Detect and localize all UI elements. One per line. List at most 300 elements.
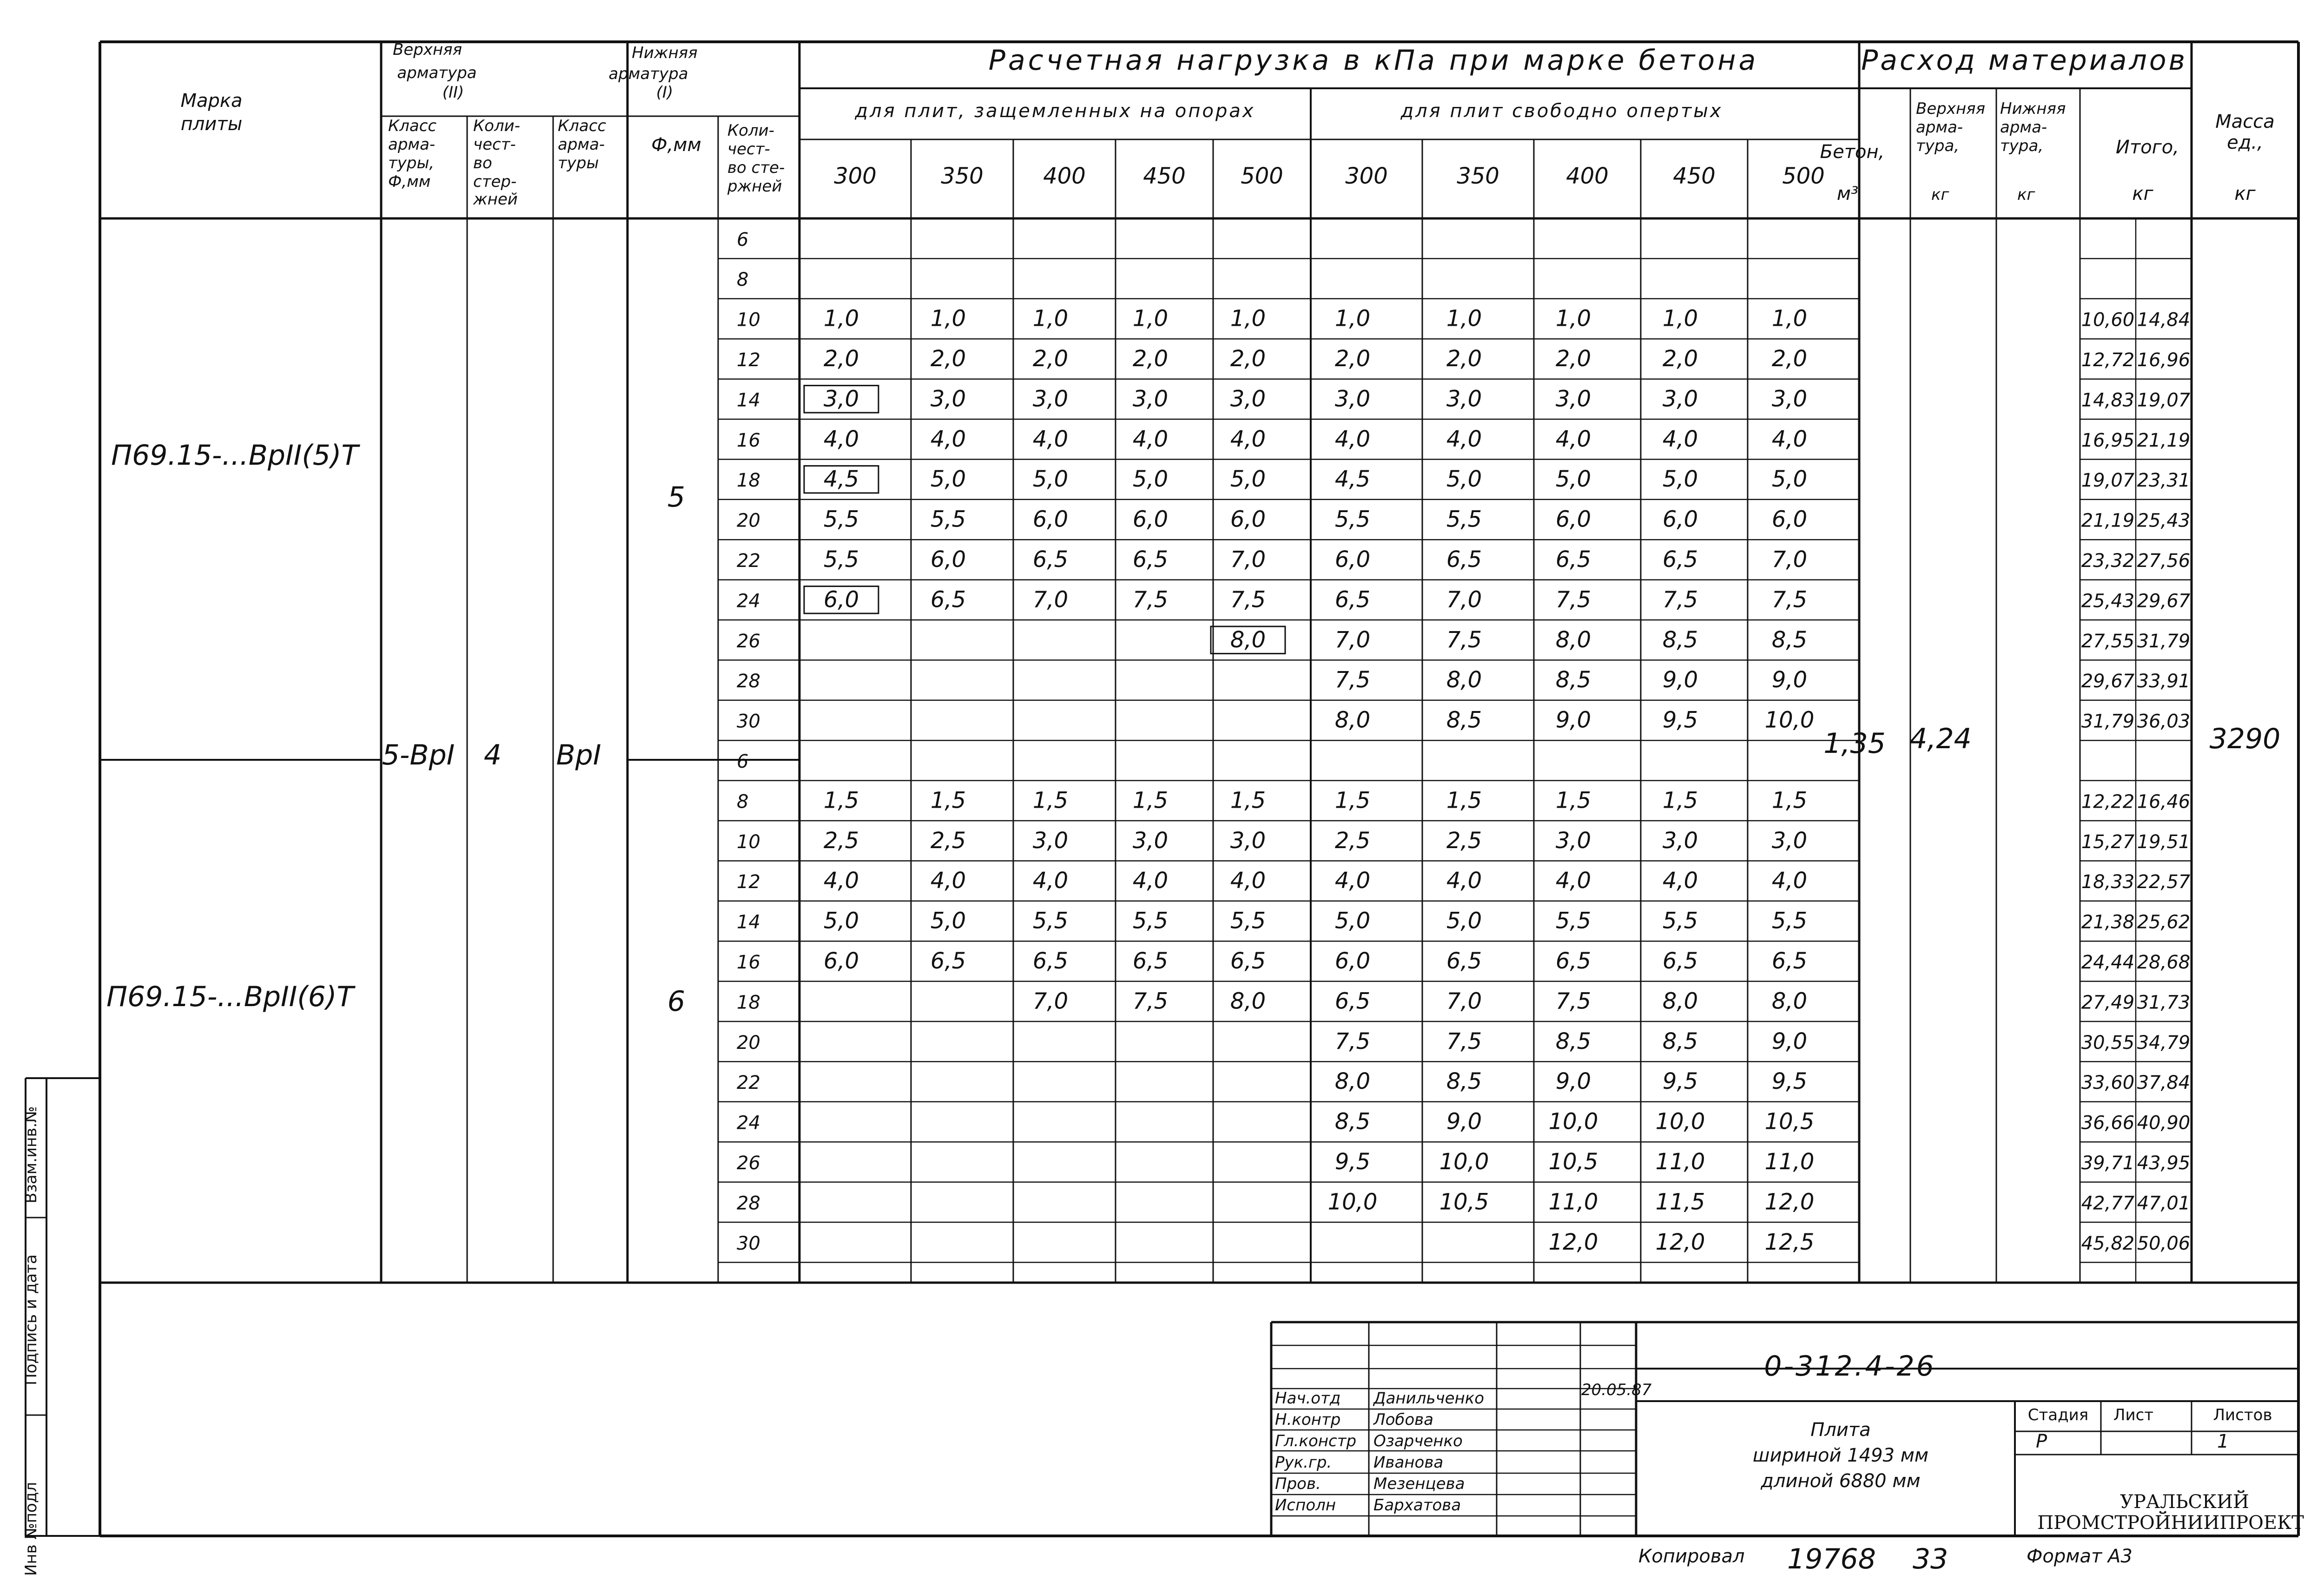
load-free: 7,5 [1555, 586, 1591, 613]
bar-count: 18 [737, 470, 760, 492]
load-clamped: 4,0 [1132, 868, 1169, 894]
load-free: 8,5 [1662, 1028, 1698, 1054]
load-clamped: 8,0 [1230, 988, 1266, 1014]
load-free: 6,0 [1334, 546, 1371, 573]
header-bottom-mat-3: тура, [2000, 137, 2044, 155]
load-clamped: 7,5 [1132, 586, 1169, 613]
load-clamped: 6,0 [930, 546, 966, 573]
bar-count: 28 [737, 1192, 760, 1214]
plate-title-2: шириной 1493 мм [1752, 1445, 1929, 1466]
load-clamped: 4,0 [930, 426, 966, 452]
grade-header-500: 500 [1241, 163, 1283, 189]
load-clamped: 7,0 [1230, 546, 1266, 573]
load-free: 4,5 [1334, 466, 1371, 493]
load-free: 8,5 [1555, 667, 1591, 693]
sheet-label: Лист [2113, 1406, 2154, 1424]
stage-label: Стадия [2027, 1406, 2089, 1424]
bar-count: 6 [737, 751, 749, 772]
bar-count: 12 [737, 871, 760, 893]
load-clamped: 7,5 [1132, 988, 1169, 1014]
load-clamped: 4,0 [1230, 426, 1266, 452]
header-concrete-1: Бетон, [1820, 141, 1885, 163]
load-clamped: 6,5 [930, 586, 966, 613]
bar-count: 6 [737, 229, 749, 250]
bottom-reinf-mass: 42,77 [2081, 1192, 2135, 1214]
load-free: 4,0 [1771, 868, 1808, 894]
copy-number-2: 33 [1913, 1543, 1948, 1575]
load-free: 10,0 [1764, 707, 1815, 733]
load-free: 4,0 [1446, 426, 1482, 452]
header-class-bot-1: Класс [558, 117, 607, 135]
load-clamped: 3,0 [1032, 386, 1069, 412]
load-free: 4,0 [1771, 426, 1808, 452]
load-free: 2,0 [1555, 345, 1591, 372]
load-free: 9,5 [1334, 1148, 1371, 1175]
header-class-top-2: арма- [388, 135, 436, 154]
load-free: 2,0 [1446, 345, 1482, 372]
load-clamped: 4,0 [823, 426, 859, 452]
bottom-reinf-mass: 16,95 [2081, 429, 2135, 451]
load-clamped: 6,5 [1132, 948, 1169, 974]
load-free: 1,5 [1555, 787, 1591, 814]
load-free: 3,0 [1555, 827, 1591, 854]
load-free: 8,5 [1662, 626, 1698, 653]
total-mass: 50,06 [2137, 1232, 2191, 1254]
copy-number: 19768 [1787, 1543, 1876, 1575]
load-free: 5,0 [1771, 466, 1808, 493]
bar-count: 8 [737, 791, 749, 813]
bar-count: 30 [737, 1232, 760, 1254]
header-top-mat-3: тура, [1916, 137, 1960, 155]
load-clamped: 4,0 [930, 868, 966, 894]
bar-count: 22 [737, 1072, 760, 1094]
header-bottom-mat-4: кг [2017, 185, 2035, 204]
count-top-value: 4 [483, 739, 502, 771]
side-stamp-replace: Взам.инв.№ [22, 1106, 40, 1204]
bar-count: 26 [737, 1152, 760, 1174]
load-clamped: 5,0 [1230, 466, 1266, 493]
bar-count: 8 [737, 269, 749, 291]
header-bottom-mat-2: арма- [2000, 118, 2047, 137]
load-clamped: 5,0 [1032, 466, 1069, 493]
load-clamped: 1,0 [1132, 305, 1169, 332]
load-clamped: 6,0 [1132, 506, 1169, 533]
bottom-reinf-mass: 12,22 [2081, 791, 2135, 813]
bar-count: 30 [737, 711, 760, 732]
bottom-reinf-mass: 10,60 [2081, 309, 2135, 331]
load-free: 10,0 [1548, 1108, 1598, 1135]
signer-role: Рук.гр. [1275, 1453, 1332, 1472]
sheets-label: Листов [2213, 1406, 2272, 1424]
bar-count: 18 [737, 992, 760, 1014]
load-free: 10,0 [1327, 1189, 1378, 1215]
load-free: 5,0 [1662, 466, 1698, 493]
load-free: 9,5 [1662, 1068, 1698, 1095]
signatures [1275, 1389, 1484, 1515]
bottom-reinf-mass: 18,33 [2081, 871, 2135, 893]
load-clamped: 6,5 [1230, 948, 1266, 974]
load-free: 10,5 [1764, 1108, 1815, 1135]
header-count-top-2: чест- [473, 135, 516, 154]
signer-name: Данильченко [1373, 1389, 1485, 1408]
load-clamped: 4,0 [1132, 426, 1169, 452]
header-free: для плит свободно опертых [1400, 100, 1723, 122]
load-clamped: 2,5 [930, 827, 966, 854]
load-free: 5,5 [1555, 908, 1591, 934]
top-material-value: 4,24 [1909, 723, 1972, 755]
bar-count: 16 [737, 429, 760, 451]
load-free: 5,5 [1771, 908, 1808, 934]
load-free: 6,5 [1555, 546, 1591, 573]
stage-value: Р [2036, 1431, 2047, 1452]
load-free: 8,0 [1662, 988, 1698, 1014]
load-free: 8,0 [1334, 707, 1371, 733]
mass-value: 3290 [2209, 723, 2281, 755]
load-clamped: 3,0 [1132, 386, 1169, 412]
load-free: 1,5 [1771, 787, 1808, 814]
total-mass: 47,01 [2137, 1192, 2191, 1214]
load-free: 1,5 [1662, 787, 1698, 814]
total-mass: 33,91 [2137, 671, 2191, 692]
bar-count: 20 [737, 1032, 760, 1054]
class-bottom-value: ВрI [556, 739, 601, 771]
class-top-value: 5-ВрI [382, 739, 455, 771]
signer-role: Н.контр [1275, 1410, 1341, 1429]
header-count-bot-2: чест- [727, 140, 770, 158]
load-free: 3,0 [1771, 386, 1808, 412]
load-free: 3,0 [1446, 386, 1482, 412]
load-clamped: 5,0 [1132, 466, 1169, 493]
header-class-top-3: туры, [388, 154, 435, 172]
load-clamped: 6,0 [823, 586, 859, 613]
bottom-reinf-mass: 15,27 [2081, 831, 2135, 853]
load-clamped: 7,0 [1032, 988, 1069, 1014]
load-clamped: 6,0 [1230, 506, 1266, 533]
load-free: 8,5 [1555, 1028, 1591, 1054]
total-mass: 31,73 [2137, 992, 2191, 1014]
load-free: 6,5 [1446, 546, 1482, 573]
total-mass: 43,95 [2137, 1152, 2191, 1174]
load-clamped: 7,0 [1032, 586, 1069, 613]
load-clamped: 3,0 [1230, 827, 1266, 854]
side-stamp-sign: Подпись и дата [22, 1254, 40, 1385]
plate-marks [106, 439, 685, 1018]
header-mass-1: Масса [2215, 111, 2275, 132]
bar-count: 12 [737, 349, 760, 371]
load-clamped: 5,5 [823, 546, 859, 573]
load-free: 4,0 [1662, 868, 1698, 894]
load-clamped: 1,0 [823, 305, 859, 332]
load-free: 5,0 [1446, 466, 1482, 493]
load-free: 7,5 [1555, 988, 1591, 1014]
load-free: 1,0 [1334, 305, 1371, 332]
total-mass: 19,51 [2137, 831, 2191, 853]
signer-name: Бархатова [1373, 1496, 1461, 1515]
header-count-top-1: Коли- [473, 117, 521, 135]
header-top-mat-1: Верхняя [1916, 99, 1986, 118]
load-clamped: 1,5 [1230, 787, 1266, 814]
load-free: 12,0 [1548, 1229, 1598, 1255]
signer-name: Мезенцева [1373, 1475, 1465, 1493]
bar-count: 20 [737, 510, 760, 532]
load-free: 9,0 [1446, 1108, 1482, 1135]
load-clamped: 2,0 [930, 345, 966, 372]
header-diameter: Ф,мм [651, 134, 701, 156]
bottom-reinf-mass: 19,07 [2081, 470, 2135, 492]
header-load: Расчетная нагрузка в кПа при марке бетона [988, 44, 1759, 77]
load-free: 5,5 [1334, 506, 1371, 533]
load-free: 4,0 [1334, 868, 1371, 894]
load-clamped: 3,0 [823, 386, 859, 412]
header-count-bot-4: ржней [727, 177, 782, 196]
bar-count: 14 [737, 389, 760, 411]
load-clamped: 6,5 [930, 948, 966, 974]
load-free: 9,0 [1555, 707, 1591, 733]
total-mass: 37,84 [2137, 1072, 2191, 1094]
grade-header-500: 500 [1782, 163, 1825, 189]
bottom-reinf-mass: 23,32 [2081, 550, 2135, 572]
total-mass: 19,07 [2137, 389, 2191, 411]
load-free: 8,5 [1446, 707, 1482, 733]
load-clamped: 6,0 [1032, 506, 1069, 533]
load-free: 6,0 [1771, 506, 1808, 533]
bottom-reinf-mass: 21,19 [2081, 510, 2135, 532]
total-mass: 14,84 [2137, 309, 2191, 331]
bottom-reinf-mass: 45,82 [2081, 1232, 2135, 1254]
header-mass-3: кг [2234, 183, 2256, 204]
load-free: 11,0 [1764, 1148, 1815, 1175]
document-code: 0-312.4-26 [1764, 1350, 1936, 1383]
total-mass: 25,43 [2137, 510, 2191, 532]
total-mass: 22,57 [2137, 871, 2191, 893]
load-free: 3,0 [1334, 386, 1371, 412]
bar-count: 26 [737, 630, 760, 652]
header-count-bot-3: во сте- [727, 158, 785, 177]
load-free: 3,0 [1662, 386, 1698, 412]
signer-name: Иванова [1373, 1453, 1444, 1472]
signer-name: Лобова [1373, 1410, 1434, 1429]
total-mass: 29,67 [2137, 590, 2191, 612]
load-clamped: 8,0 [1230, 626, 1266, 653]
bottom-reinf-mass: 39,71 [2081, 1152, 2135, 1174]
load-clamped: 5,5 [823, 506, 859, 533]
bottom-reinf-mass: 27,49 [2081, 992, 2135, 1014]
total-mass: 27,56 [2137, 550, 2191, 572]
load-clamped: 5,5 [930, 506, 966, 533]
header-top-mat-2: арма- [1916, 118, 1963, 137]
header-total-2: кг [2132, 183, 2153, 204]
header-mass-2: ед., [2227, 132, 2263, 153]
diameter-group-2: 6 [667, 985, 686, 1018]
header-count-bot-1: Коли- [727, 121, 775, 140]
load-clamped: 1,0 [1230, 305, 1266, 332]
load-clamped: 3,0 [1132, 827, 1169, 854]
concrete-value: 1,35 [1823, 727, 1886, 760]
load-free: 4,0 [1555, 868, 1591, 894]
load-clamped: 6,0 [823, 948, 859, 974]
load-free: 7,5 [1662, 586, 1698, 613]
load-clamped: 3,0 [930, 386, 966, 412]
load-free: 9,0 [1771, 667, 1808, 693]
load-free: 3,0 [1771, 827, 1808, 854]
load-free: 12,5 [1764, 1229, 1815, 1255]
table-header [180, 40, 2274, 209]
load-free: 1,5 [1334, 787, 1371, 814]
load-free: 4,0 [1662, 426, 1698, 452]
load-free: 6,0 [1334, 948, 1371, 974]
header-bottom-reinf-3: (I) [656, 83, 673, 102]
bottom-reinf-mass: 30,55 [2081, 1032, 2135, 1054]
signer-role: Нач.отд [1275, 1389, 1341, 1408]
header-top-reinf-3: (II) [442, 83, 464, 102]
load-clamped: 1,5 [1032, 787, 1069, 814]
load-free: 9,0 [1555, 1068, 1591, 1095]
load-free: 6,0 [1662, 506, 1698, 533]
load-free: 5,5 [1662, 908, 1698, 934]
bar-count: 24 [737, 590, 760, 612]
diameter-group-1: 5 [667, 481, 686, 514]
header-clamped: для плит, защемленных на опорах [855, 100, 1255, 122]
load-clamped: 4,0 [1032, 868, 1069, 894]
load-clamped: 1,0 [930, 305, 966, 332]
load-free: 9,0 [1662, 667, 1698, 693]
header-class-top-4: Ф,мм [388, 172, 431, 191]
load-free: 11,0 [1548, 1189, 1598, 1215]
signer-role: Гл.констр [1275, 1432, 1357, 1450]
load-free: 1,0 [1555, 305, 1591, 332]
load-clamped: 5,0 [823, 908, 859, 934]
load-free: 1,0 [1446, 305, 1482, 332]
paper-format: Формат А3 [2027, 1546, 2133, 1567]
load-free: 6,5 [1334, 586, 1371, 613]
load-clamped: 5,5 [1132, 908, 1169, 934]
bottom-reinf-mass: 24,44 [2081, 951, 2135, 973]
load-free: 8,5 [1771, 626, 1808, 653]
load-free: 8,0 [1446, 667, 1482, 693]
header-class-bot-2: арма- [558, 135, 605, 154]
total-mass: 25,62 [2137, 911, 2191, 933]
load-clamped: 6,5 [1132, 546, 1169, 573]
load-clamped: 6,5 [1032, 948, 1069, 974]
grade-header-400: 400 [1043, 163, 1086, 189]
copied-label: Копировал [1638, 1546, 1745, 1567]
side-stamp [22, 1106, 40, 1576]
load-free: 3,0 [1662, 827, 1698, 854]
footer [1638, 1543, 2133, 1575]
bar-count: 24 [737, 1112, 760, 1134]
bar-count: 16 [737, 951, 760, 973]
header-mark-1: Марка [180, 90, 243, 112]
load-free: 1,5 [1446, 787, 1482, 814]
approval-date: 20.05.87 [1581, 1381, 1652, 1399]
bar-count: 28 [737, 671, 760, 692]
load-free: 6,5 [1662, 546, 1698, 573]
total-mass: 36,03 [2137, 711, 2191, 732]
load-clamped: 3,0 [1230, 386, 1266, 412]
bottom-reinf-mass: 33,60 [2081, 1072, 2135, 1094]
load-free: 1,0 [1771, 305, 1808, 332]
total-mass: 21,19 [2137, 429, 2191, 451]
header-materials: Расход материалов [1861, 44, 2187, 77]
load-free: 2,5 [1446, 827, 1482, 854]
header-total-1: Итого, [2116, 137, 2179, 158]
load-free: 1,0 [1662, 305, 1698, 332]
signer-name: Озарченко [1373, 1432, 1463, 1450]
plate-mark-1: П69.15-...ВрII(5)Т [111, 439, 359, 472]
plate-mark-2: П69.15-...ВрII(6)Т [106, 981, 354, 1013]
bottom-reinf-mass: 25,43 [2081, 590, 2135, 612]
header-count-top-4: стер- [473, 172, 517, 191]
load-free: 6,5 [1771, 948, 1808, 974]
load-free: 12,0 [1655, 1229, 1705, 1255]
bottom-reinf-mass: 12,72 [2081, 349, 2135, 371]
load-free: 4,0 [1334, 426, 1371, 452]
total-mass: 23,31 [2137, 470, 2191, 492]
load-clamped: 1,5 [930, 787, 966, 814]
header-bottom-mat-1: Нижняя [2000, 99, 2066, 118]
bottom-reinf-mass: 21,38 [2081, 911, 2135, 933]
grade-header-350: 350 [941, 163, 984, 189]
load-free: 12,0 [1764, 1189, 1815, 1215]
load-free: 6,5 [1334, 988, 1371, 1014]
load-free: 5,0 [1334, 908, 1371, 934]
bottom-reinf-mass: 29,67 [2081, 671, 2135, 692]
grade-header-450: 450 [1143, 163, 1186, 189]
org-name-2: ПРОМСТРОЙНИИПРОЕКТ [2037, 1512, 2304, 1534]
load-clamped: 2,0 [1032, 345, 1069, 372]
load-free: 5,5 [1446, 506, 1482, 533]
header-top-reinf-1: Верхняя [393, 40, 462, 59]
load-clamped: 4,5 [823, 466, 859, 493]
load-free: 8,0 [1555, 626, 1591, 653]
load-free: 6,5 [1662, 948, 1698, 974]
load-free: 8,0 [1771, 988, 1808, 1014]
load-clamped: 5,0 [930, 466, 966, 493]
bottom-reinf-mass: 36,66 [2081, 1112, 2135, 1134]
load-clamped: 4,0 [823, 868, 859, 894]
grade-header-300: 300 [1345, 163, 1388, 189]
load-clamped: 4,0 [1230, 868, 1266, 894]
load-free: 7,0 [1771, 546, 1808, 573]
load-clamped: 5,5 [1230, 908, 1266, 934]
load-free: 7,5 [1446, 626, 1482, 653]
header-bottom-reinf-1: Нижняя [632, 44, 698, 62]
total-mass: 34,79 [2137, 1032, 2191, 1054]
load-free: 10,5 [1439, 1189, 1489, 1215]
bar-count: 22 [737, 550, 760, 572]
load-clamped: 2,5 [823, 827, 859, 854]
total-mass: 16,46 [2137, 791, 2191, 813]
load-clamped: 5,0 [930, 908, 966, 934]
side-stamp-inv: Инв №подл [22, 1482, 40, 1576]
bottom-reinf-mass: 27,55 [2081, 630, 2135, 652]
header-class-bot-3: туры [558, 154, 599, 172]
load-clamped: 5,5 [1032, 908, 1069, 934]
load-free: 7,5 [1446, 1028, 1482, 1054]
header-count-top-5: жней [473, 190, 518, 209]
load-free: 9,5 [1662, 707, 1698, 733]
load-clamped: 1,5 [823, 787, 859, 814]
header-top-reinf-2: арматура [397, 64, 477, 82]
title-block [1275, 1350, 2304, 1534]
load-free: 10,0 [1439, 1148, 1489, 1175]
load-free: 4,0 [1555, 426, 1591, 452]
header-concrete-2: м³ [1836, 183, 1859, 204]
bar-count: 10 [737, 309, 760, 331]
load-clamped: 6,5 [1032, 546, 1069, 573]
org-name-1: УРАЛЬСКИЙ [2120, 1491, 2249, 1513]
load-free: 5,0 [1555, 466, 1591, 493]
